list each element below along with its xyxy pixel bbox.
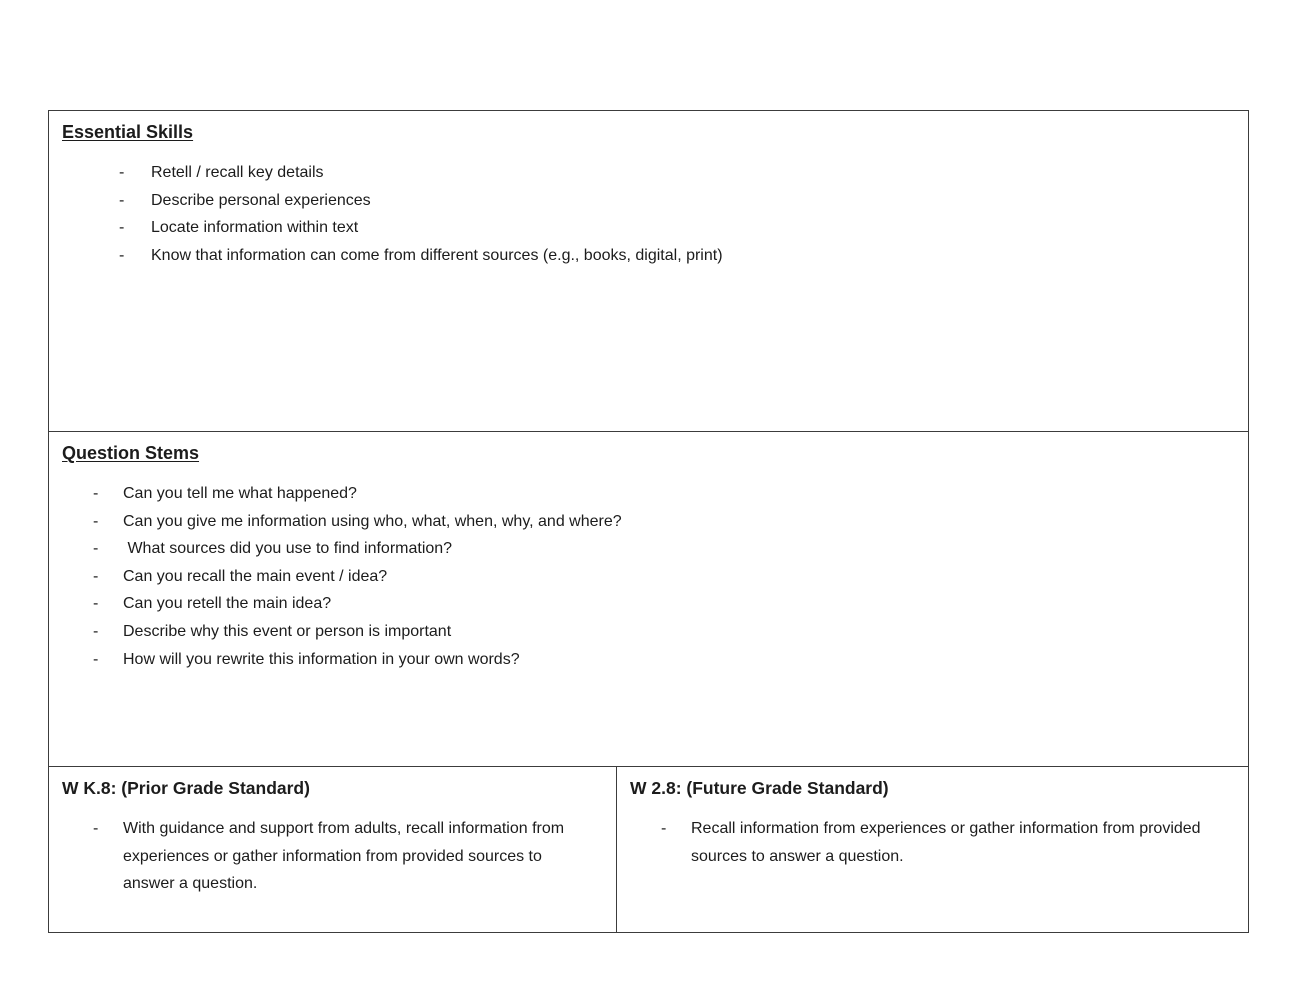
bullet-dash: - <box>661 820 667 837</box>
bullet-dash: - <box>119 219 125 237</box>
bullet-text: Recall information from experiences or gather information from provided sources to answer a question. <box>691 820 1206 865</box>
bullet-dash: - <box>93 622 99 640</box>
bullet-dash: - <box>93 485 99 502</box>
bullet-text: How will you rewrite this information in your own words? <box>123 650 520 668</box>
future-grade-standard-cell <box>617 767 1248 932</box>
essential-skills-section <box>49 111 1248 432</box>
bullet-text: Can you retell the main idea? <box>123 595 332 613</box>
bullet-dash: - <box>93 595 99 613</box>
list-item <box>93 590 1228 618</box>
list-item <box>93 480 1228 508</box>
bullet-text: Know that information can come from different sources (e.g., books, digital, print) <box>151 246 723 264</box>
essential-skills-list <box>119 159 1228 269</box>
list-item <box>93 618 1228 646</box>
prior-grade-standard-cell <box>49 767 617 932</box>
essential-skills-title: Essential Skills <box>62 122 194 142</box>
bullet-text: With guidance and support from adults, recall information from experiences or gather information from provided sources to answer a question. <box>123 820 569 893</box>
bullet-dash: - <box>119 191 125 209</box>
bullet-text: Describe personal experiences <box>151 191 371 209</box>
bullet-dash: - <box>93 820 99 837</box>
standards-reference-table <box>48 110 1249 933</box>
list-item <box>119 242 1228 270</box>
list-item <box>93 815 596 898</box>
bullet-text: Can you give me information using who, what, when, why, and where? <box>123 512 622 530</box>
bullet-dash: - <box>93 512 99 530</box>
question-stems-title: Question Stems <box>62 443 200 463</box>
list-item <box>119 159 1228 187</box>
question-stems-list <box>93 480 1228 673</box>
bullet-dash: - <box>93 540 99 558</box>
bullet-text: Describe why this event or person is important <box>123 622 452 640</box>
question-stems-section <box>49 432 1248 767</box>
bullet-dash: - <box>119 164 125 181</box>
bullet-dash: - <box>119 246 125 264</box>
prior-standard-title: W K.8: (Prior Grade Standard) <box>62 778 310 798</box>
list-item <box>93 646 1228 674</box>
bullet-dash: - <box>93 650 99 668</box>
list-item <box>93 563 1228 591</box>
list-item <box>93 535 1228 563</box>
grade-standards-row <box>49 767 1248 932</box>
bullet-text: Locate information within text <box>151 219 359 237</box>
bullet-text: Retell / recall key details <box>151 164 324 181</box>
list-item <box>93 508 1228 536</box>
future-standard-list <box>661 815 1228 870</box>
prior-standard-list <box>93 815 596 898</box>
bullet-text: Can you tell me what happened? <box>123 485 357 502</box>
bullet-text: Can you recall the main event / idea? <box>123 567 388 585</box>
list-item <box>661 815 1228 870</box>
list-item <box>119 187 1228 215</box>
list-item <box>119 214 1228 242</box>
bullet-text: What sources did you use to find information? <box>123 540 453 558</box>
bullet-dash: - <box>93 567 99 585</box>
future-standard-title: W 2.8: (Future Grade Standard) <box>630 778 889 798</box>
